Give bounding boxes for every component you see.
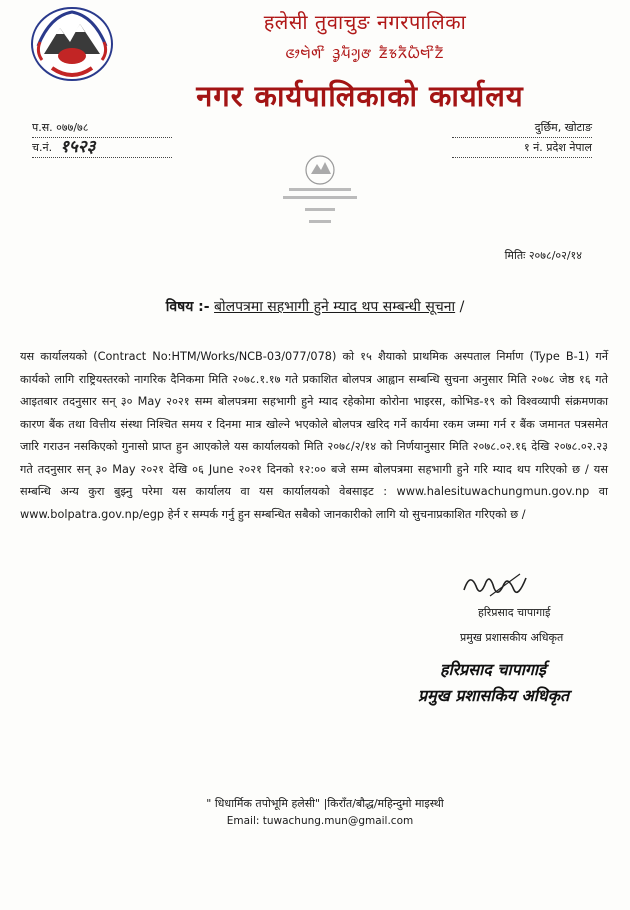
subject-label: विषय :- [165,299,210,315]
notice-date: मितिः २०७८/०२/१४ [504,249,582,262]
letter-number: प.स. ०७७/७८ [32,121,89,134]
office-stamp-icon [265,150,375,234]
footer-email: Email: tuwachung.mun@gmail.com [226,815,414,827]
letter-number-row [32,118,172,138]
signer-title: प्रमुख प्रशासकीय अधिकृत [460,631,564,644]
dispatch-number-row [32,138,172,158]
subject-slash: / [455,299,465,315]
signature-stamp-title: प्रमुख प्रशासकिय अधिकृत [418,686,570,705]
reference-block [32,118,172,158]
footer-motto: " धिधार्मिक तपोभूमि हलेसी" |किराँत/बौद्ध/महिन्दुमो माइस्थी [206,797,444,810]
subject-text: बोलपत्रमा सहभागी हुने म्याद थप सम्बन्धी सूचना [214,299,456,315]
dispatch-number: १५२३ [60,137,96,157]
dispatch-label: च.नं. [32,141,53,154]
municipality-name: हलेसी तुवाचुङ नगरपालिका [263,10,467,34]
handwritten-signature [460,568,530,604]
address-line-1: दुर्छिम, खोटाङ [452,118,592,138]
office-name: नगर कार्यपालिकाको कार्यालय [196,79,524,113]
signer-name: हरिप्रसाद चापागाई [478,606,551,619]
municipality-name-limbu-script: ᤜᤣᤗᤧᤛᤡ ᤋᤢᤘᤠᤆᤢᤅ ᤏᤠᤃᤖᤠᤐᤠᤗᤡᤁᤠ [285,42,445,63]
address-line-2: १ नं. प्रदेश नेपाल [452,138,592,158]
notice-body: यस कार्यालयको (Contract No:HTM/Works/NCB-03/077/078) को १५ शैयाको प्राथमिक अस्पताल निर्माण (Type B-1) गर्ने कार्यको लागि राष्ट्रियस्तरको नागरिक दैनिकमा मिति २०७८.१.१७ गते प्रकाशित बोलपत्र आह्वान सम्बन्धि सुचना अनुसार मिति २०७८ जेष्ठ १६ गते आइतबार तदनुसार सन् ३० May २०२१ सम्म बोलपत्रमा सहभागी हुने म्याद रहेकोमा कोरोना भाइरस, कोभिड-१९ को विश्वव्यापी संक्रमणका कारण बैंक तथा वित्तीय संस्था निश्चित समय र दिनमा मात्र खोल्ने भएकोले बोलपत्र खरिद गर्ने कार्यमा रकम जम्मा गर्न र बैंक जमानत पत्रसमेत जारि गराउन नसकिएको गुनासो प्राप्त हुन आएकोले यस कार्यालयको मिति २०७८/२/१४ को निर्णयानुसार मिति २०७८.०२.१६ देखि २०७८.०२.२३ गते तदनुसार सन् ३० May २०२१ देखि ०६ June २०२१ दिनको १२:०० बजे सम्म बोलपत्रमा सहभागी हुने गरि म्याद थप गरिएको छ / यस सम्बन्धि अन्य कुरा बुझ्नु परेमा यस कार्यालय वा यस कार्यालयको वेबसाइट : www.halesituwachungmun.gov.np वा www.bolpatra.gov.np/egp हेर्न र सम्पर्क गर्नु हुन सम्बन्धित सबैको जानकारीको लागि यो सुचनाप्रकाशित गरिएको छ / [20,350,608,521]
signature-stamp-name: हरिप्रसाद चापागाई [440,660,546,679]
address-block [452,118,592,158]
subject-line [0,297,630,316]
